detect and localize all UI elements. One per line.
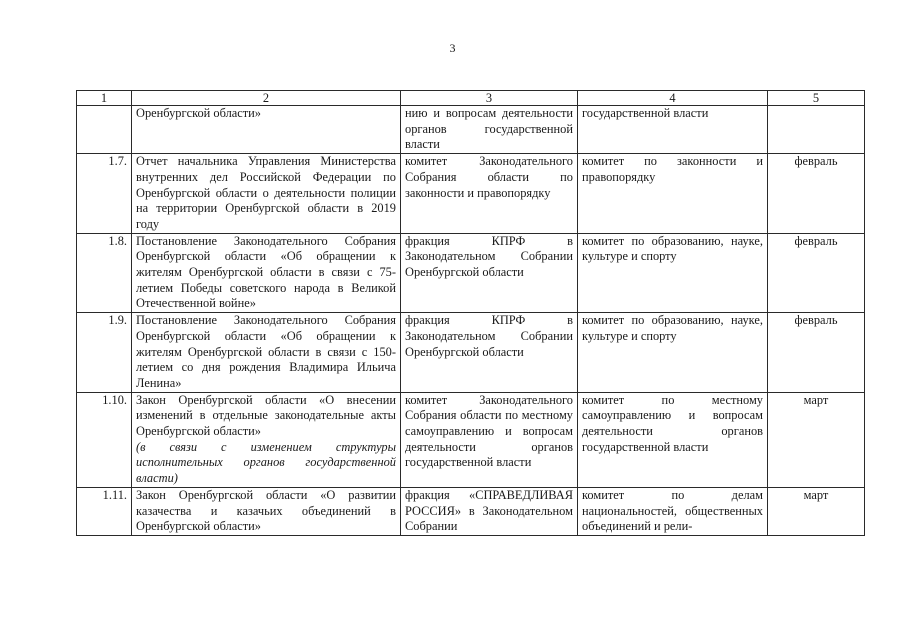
- document-note: (в связи с изменением структуры исполнительных органов государственной власти): [136, 439, 396, 486]
- legislative-plan-table: [76, 90, 865, 536]
- document-title: Постановление Законодательного Собрания Оренбургской области «Об обращении к жителям Оренбургской области в связи с 150-летием со дня рождения Владимира Ильича Ленина»: [136, 313, 396, 390]
- document-title: Отчет начальника Управления Министерства внутренних дел Российской Федерации по Оренбургской области о деятельности полиции на территории Оренбургской области в 2019 году: [136, 154, 396, 231]
- document-title-cell: [132, 106, 401, 154]
- responsible-committee-cell: комитет по законности и правопорядку: [578, 154, 768, 234]
- document-title-cell: [132, 154, 401, 234]
- responsible-committee-cell: комитет по местному самоуправлению и вопросам деятельности органов государственной власти: [578, 392, 768, 487]
- responsible-committee-cell: комитет по образованию, науке, культуре и спорту: [578, 313, 768, 393]
- table-row: [77, 392, 865, 487]
- document-title-cell: [132, 487, 401, 535]
- header-row: [77, 91, 865, 106]
- item-number-cell: 1.7.: [77, 154, 132, 234]
- document-title-cell: [132, 313, 401, 393]
- responsible-committee-cell: государственной власти: [578, 106, 768, 154]
- initiator-cell: фракция КПРФ в Законодательном Собрании Оренбургской области: [401, 313, 578, 393]
- deadline-month-cell: февраль: [768, 154, 865, 234]
- header-cell: 3: [401, 91, 578, 106]
- table-row: [77, 313, 865, 393]
- header-cell: 2: [132, 91, 401, 106]
- table-row: [77, 233, 865, 313]
- responsible-committee-cell: комитет по делам национальностей, общественных объединений и рели-: [578, 487, 768, 535]
- responsible-committee-cell: комитет по образованию, науке, культуре и спорту: [578, 233, 768, 313]
- initiator-cell: комитет Законодательного Собрания области по местному самоуправлению и вопросам деятельности органов государственной власти: [401, 392, 578, 487]
- initiator-cell: комитет Законодательного Собрания области по законности и правопорядку: [401, 154, 578, 234]
- deadline-month-cell: февраль: [768, 313, 865, 393]
- item-number-cell: [77, 106, 132, 154]
- deadline-month-cell: [768, 106, 865, 154]
- table-row: [77, 106, 865, 154]
- header-cell: 4: [578, 91, 768, 106]
- initiator-cell: фракция «СПРАВЕДЛИВАЯ РОССИЯ» в Законодательном Собрании: [401, 487, 578, 535]
- table-row: [77, 154, 865, 234]
- document-title: Постановление Законодательного Собрания Оренбургской области «Об обращении к жителям Оренбургской области в связи с 75-летием Победы советского народа в Великой Отечественной войне»: [136, 233, 396, 311]
- document-title: Закон Оренбургской области «О внесении изменений в отдельные законодательные акты Оренбургской области»: [136, 392, 396, 439]
- header-cell: 1: [77, 91, 132, 106]
- page-number: 3: [449, 41, 456, 55]
- item-number-cell: 1.8.: [77, 233, 132, 313]
- item-number-cell: 1.9.: [77, 313, 132, 393]
- item-number-cell: 1.11.: [77, 487, 132, 535]
- deadline-month-cell: март: [768, 487, 865, 535]
- deadline-month-cell: февраль: [768, 233, 865, 313]
- initiator-cell: нию и вопросам деятельности органов государственной власти: [401, 106, 578, 154]
- document-title-cell: [132, 392, 401, 487]
- header-cell: 5: [768, 91, 865, 106]
- initiator-cell: фракция КПРФ в Законодательном Собрании Оренбургской области: [401, 233, 578, 313]
- deadline-month-cell: март: [768, 392, 865, 487]
- document-title-cell: [132, 233, 401, 313]
- document-title: Оренбургской области»: [136, 106, 262, 120]
- item-number-cell: 1.10.: [77, 392, 132, 487]
- table-row: [77, 487, 865, 535]
- document-title: Закон Оренбургской области «О развитии казачества и казачьих объединений в Оренбургской области»: [136, 487, 396, 534]
